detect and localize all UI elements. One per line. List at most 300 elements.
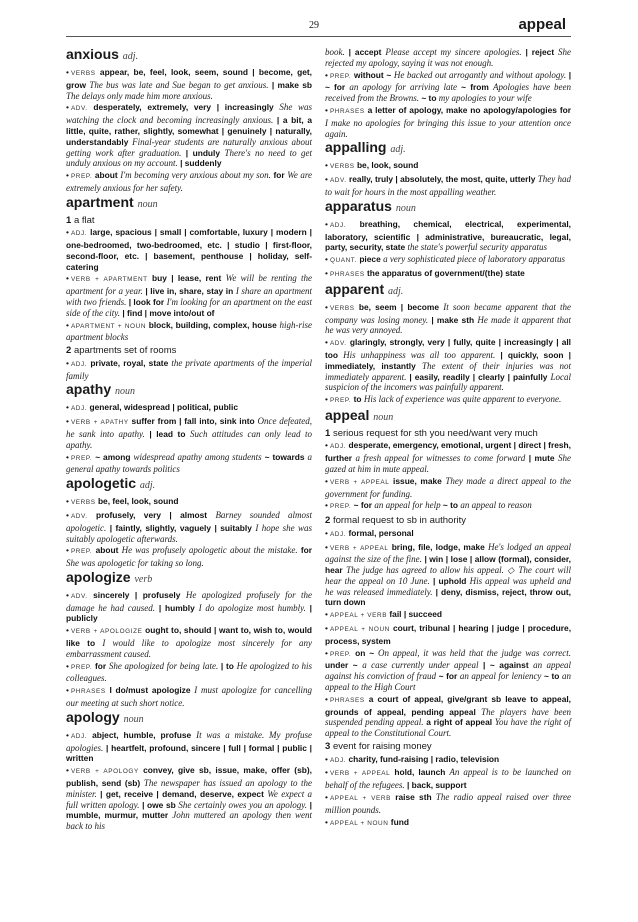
collocation-item (66, 625, 312, 659)
collocation-item (66, 170, 312, 194)
sense-label: serious request for sth you need/want very much (332, 427, 538, 439)
bullet-icon: • (66, 765, 69, 776)
collocations: be, feel, look, sound (97, 496, 179, 507)
part-of-speech: adj. (139, 480, 156, 492)
bullet-icon: • (66, 660, 69, 671)
sense-heading (325, 515, 571, 527)
collocations: | faintly, slightly, vaguely | suitably (109, 522, 252, 533)
category-tag: APPEAL + VERB (329, 794, 391, 802)
bullet-icon: • (66, 729, 69, 740)
bullet-icon: • (66, 402, 69, 413)
sense-heading (66, 345, 312, 357)
collocation-item (66, 227, 312, 272)
bullet-icon: • (325, 647, 328, 658)
bullet-icon: • (325, 475, 328, 486)
collocations: ~ among (95, 451, 131, 462)
headword-text: apologetic (66, 475, 137, 492)
collocation-item (66, 102, 312, 169)
example-sentence: He's lodged an appeal against the size of the fine. (325, 541, 572, 565)
category-tag: ADV. (329, 177, 347, 185)
headword-text: apartment (66, 193, 134, 210)
collocations: a letter of apology, make no apology/apologies for (367, 104, 571, 115)
example-sentence: Once defeated, he sank into apathy. (66, 416, 312, 439)
collocations: bring, file, lodge, make (391, 541, 485, 552)
category-tag: PREP. (329, 503, 352, 511)
collocations: | mute (528, 453, 555, 464)
collocations: ~ for (353, 500, 373, 511)
collocation-item (325, 528, 571, 541)
entry (66, 46, 312, 194)
category-tag: VERBS (70, 499, 96, 507)
example-sentence: I share an apartment with two friends. (66, 286, 313, 308)
category-tag: PREP. (329, 650, 352, 658)
example-sentence: Apologies have been received from the Browns. (325, 82, 572, 104)
example-sentence: The players have been suspended pending appeal. (325, 706, 571, 728)
headword (66, 475, 312, 494)
headword-text: apology (66, 708, 120, 725)
collocation-item (325, 767, 571, 791)
collocation-item (325, 440, 571, 474)
bullet-icon: • (325, 623, 328, 634)
collocation-item (325, 609, 571, 622)
collocations: profusely, very | almost (96, 509, 208, 520)
collocations: a right of appeal (426, 717, 493, 728)
example-sentence: The bus was late and Sue began to get anxious. (89, 79, 269, 90)
bullet-icon: • (325, 753, 328, 764)
collocations: be, look, sound (356, 160, 419, 171)
collocations: | mumble, murmur, mutter (66, 799, 313, 821)
headword (66, 46, 312, 65)
example-sentence: an appeal for leniency (459, 671, 542, 682)
collocations: | easily, readily | clearly | painfully (409, 371, 548, 382)
part-of-speech: verb (134, 573, 153, 585)
collocations: | accept (348, 47, 382, 57)
example-sentence: an appeal to reason (460, 500, 532, 511)
collocation-item (66, 545, 312, 569)
collocations: really, truly | absolutely, the most, quite, utterly (349, 174, 536, 185)
bullet-icon: • (66, 273, 69, 284)
example-sentence: She gazed at him in mute appeal. (325, 453, 572, 475)
example-sentence: I make no apologies for bringing this issue to your attention once again. (325, 117, 571, 139)
collocation-item (325, 160, 571, 173)
part-of-speech: noun (123, 713, 144, 725)
entry (66, 475, 312, 569)
collocation-item (325, 337, 571, 393)
example-sentence: He apologized profusely for the damage he had caused. (66, 589, 312, 613)
bullet-icon: • (325, 440, 328, 451)
example-sentence: There's no need to get unduly anxious on my account. (66, 147, 313, 169)
category-tag: PREP. (70, 454, 93, 462)
collocations: court, tribunal | hearing | judge | procedure, process, system (325, 623, 572, 646)
part-of-speech: adj. (122, 51, 139, 62)
collocation-item (325, 754, 571, 767)
category-tag: QUANT. (329, 257, 357, 265)
bullet-icon: • (325, 693, 328, 704)
collocations: | look for (128, 297, 165, 308)
headword-text: apologize (66, 568, 131, 585)
example-sentence: I hope she was suitably apologetic afterwards. (66, 522, 313, 544)
example-sentence: I must apologize for cancelling our meeting at such short notice. (66, 685, 312, 709)
example-sentence: It soon became apparent that the company was losing money. (325, 301, 572, 325)
example-sentence: book. (325, 47, 345, 57)
example-sentence: He made it apparent that he was very annoyed. (325, 314, 572, 336)
collocation-item (325, 792, 571, 816)
example-sentence: Such attitudes can only lead to apathy. (66, 428, 312, 450)
collocations: | ~ against (483, 660, 529, 671)
collocations: for (273, 170, 285, 181)
example-sentence: She apologized for being late. (108, 660, 219, 671)
headword (325, 139, 571, 158)
bullet-icon: • (325, 337, 328, 348)
entry (325, 198, 571, 281)
collocations: I do/must apologize (109, 685, 191, 696)
collocation-item (325, 500, 571, 513)
headword-text: appeal (325, 406, 370, 423)
collocations: | back, support (406, 780, 467, 791)
example-sentence: the private apartments of the imperial family (66, 357, 313, 381)
collocation-item (325, 174, 571, 198)
collocations: | lead to (149, 428, 186, 439)
collocations: desperately, extremely, very | increasingly (93, 102, 274, 113)
headword (66, 381, 312, 400)
collocations: to (353, 394, 362, 405)
collocations: a court of appeal, give/grant sb leave to appeal, grounds of appeal, pending appeal (325, 693, 572, 717)
collocations: | make sth (431, 314, 475, 325)
collocations: sincerely | profusely (93, 589, 181, 600)
category-tag: ADJ. (70, 230, 88, 238)
example-sentence: widespread apathy among students (133, 451, 262, 462)
headword-text: anxious (66, 46, 119, 62)
collocations: | quickly, soon | immediately, instantly (325, 349, 572, 371)
bullet-icon: • (325, 218, 328, 229)
example-sentence: Barney sounded almost apologetic. (66, 509, 312, 533)
collocation-item (325, 47, 571, 69)
collocations: | to (220, 660, 234, 671)
example-sentence: You have the right of appeal to the Constitutional Court. (325, 717, 572, 739)
collocations: | a bit, a little, quite, rather, slightly, somewhat | genuinely | naturally, understandably (66, 115, 313, 147)
category-tag: VERB + APATHY (70, 419, 129, 427)
collocations: the apparatus of government/(the) state (367, 267, 525, 278)
collocation-item (325, 817, 571, 830)
collocations: | ~ for (325, 69, 572, 93)
collocation-item (325, 394, 571, 407)
collocation-item (66, 496, 312, 509)
bullet-icon: • (66, 416, 69, 427)
headword (325, 281, 571, 300)
category-tag: PREP. (329, 397, 352, 405)
example-sentence: an apology for arriving late (349, 82, 458, 93)
example-sentence: high-rise apartment blocks (66, 319, 313, 343)
example-sentence: the state's powerful security apparatus (407, 242, 547, 253)
category-tag: ADV. (70, 512, 88, 520)
collocations: under ~ (325, 660, 358, 671)
example-sentence: an appeal against his conviction of fraud (325, 660, 572, 682)
collocations: breathing, chemical, electrical, experimental, laboratory, scientific | administrative, bureaucratic, legal, party, security, state (325, 218, 572, 253)
collocation-item (325, 105, 571, 139)
bullet-icon: • (325, 609, 328, 620)
entry (66, 569, 312, 709)
part-of-speech: noun (137, 198, 158, 210)
category-tag: PREP. (70, 548, 93, 556)
bullet-icon: • (325, 160, 328, 171)
example-sentence: The extent of their injuries was not immediately apparent. (325, 360, 571, 382)
collocations: fund (390, 816, 409, 827)
sense-heading (325, 741, 571, 753)
bullet-icon: • (325, 174, 328, 185)
category-tag: PHRASES (329, 107, 365, 115)
example-sentence: a case currently under appeal (362, 660, 479, 671)
collocation-item (325, 694, 571, 739)
bullet-icon: • (66, 319, 69, 330)
collocation-item (66, 730, 312, 764)
example-sentence: On appeal, it was held that the judge was correct. (377, 647, 571, 658)
example-sentence: The newspaper has issued an apology to the minister. (66, 778, 313, 799)
collocations: | reject (525, 47, 555, 57)
collocations: without ~ (353, 69, 392, 80)
sense-number: 1 (66, 214, 72, 226)
right-column (325, 46, 571, 829)
bullet-icon: • (66, 625, 69, 636)
example-sentence: my apologies to your wife (438, 93, 532, 104)
collocation-item (325, 70, 571, 104)
bullet-icon: • (325, 791, 328, 802)
sense-number: 2 (66, 345, 72, 357)
collocation-item (325, 254, 571, 267)
category-tag: VERB + APOLOGIZE (70, 628, 143, 636)
example-sentence: We will be renting the apartment for a year. (66, 273, 312, 297)
bullet-icon: • (325, 394, 328, 405)
sense-heading (66, 215, 312, 227)
collocations: about (94, 170, 118, 181)
bullet-icon: • (325, 541, 328, 552)
category-tag: PREP. (329, 72, 352, 80)
example-sentence: He was profusely apologetic about the mistake. (121, 545, 298, 556)
collocation-item (325, 476, 571, 500)
collocation-item (66, 320, 312, 344)
collocations: buy | lease, rent (152, 273, 222, 284)
example-sentence: We expect a full written apology. (66, 788, 313, 810)
sense-heading (325, 428, 571, 440)
category-tag: ADV. (70, 592, 88, 600)
bullet-icon: • (66, 589, 69, 600)
page-number: 29 (309, 20, 319, 31)
example-sentence: Final-year students are naturally anxious about getting work after graduation. (66, 136, 312, 158)
category-tag: ADV. (329, 340, 347, 348)
collocations: block, building, complex, house (148, 319, 277, 330)
collocations: | publicly (66, 602, 313, 624)
example-sentence: They made a direct appeal to the government for funding. (325, 475, 572, 499)
bullet-icon: • (66, 67, 69, 77)
bullet-icon: • (325, 816, 328, 827)
example-sentence: She certainly owes you an apology. (178, 799, 308, 810)
collocations: | get, receive | demand, deserve, expect (100, 788, 264, 799)
bullet-icon: • (325, 767, 328, 778)
bullet-icon: • (325, 267, 328, 278)
collocation-item (66, 685, 312, 709)
collocation-item (66, 661, 312, 685)
bullet-icon: • (325, 301, 328, 312)
part-of-speech: noun (115, 386, 136, 398)
category-tag: VERB + APPEAL (329, 770, 391, 778)
collocations: suffer from | fall into, sink into (131, 416, 255, 427)
header-rule (66, 36, 571, 37)
sense-number: 1 (325, 427, 331, 439)
bullet-icon: • (66, 496, 69, 507)
collocations: general, widespread | political, public (89, 402, 238, 413)
category-tag: VERB + APARTMENT (70, 276, 148, 284)
example-sentence: His unhappiness was all too apparent. (343, 349, 496, 360)
entry (66, 194, 312, 382)
collocations: | make sb (271, 79, 313, 90)
bullet-icon: • (66, 227, 69, 238)
sense-number: 3 (325, 741, 331, 753)
bullet-icon: • (325, 69, 328, 80)
sense-label: apartments set of rooms (73, 345, 177, 357)
category-tag: VERBS (329, 304, 355, 312)
headword (66, 194, 312, 213)
example-sentence: They had to wait for hours in the most appalling weather. (325, 174, 572, 197)
collocation-item (325, 623, 571, 647)
collocation-item (66, 765, 312, 832)
part-of-speech: adj. (390, 144, 406, 156)
bullet-icon: • (66, 451, 69, 462)
example-sentence: An appeal is to be launched on behalf of the refugees. (325, 767, 572, 791)
example-sentence: He apologized to his colleagues. (66, 660, 313, 684)
example-sentence: He backed out arrogantly and without apology. (393, 69, 567, 80)
example-sentence: Local suspicion of the incomers was painfully apparent. (325, 371, 572, 393)
collocations: desperate, emergency, emotional, urgent | direct | fresh, further (325, 440, 571, 464)
example-sentence: I'm becoming very anxious about my son. (120, 170, 271, 181)
example-sentence: a very sophisticated piece of laboratory apparatus (383, 254, 566, 265)
collocations: on ~ (355, 647, 375, 658)
category-tag: APPEAL + NOUN (329, 626, 390, 634)
example-sentence: Please accept my sincere apologies. (385, 47, 522, 57)
collocations: ~ towards (264, 451, 305, 462)
category-tag: ADJ. (70, 405, 88, 413)
entry (325, 139, 571, 197)
category-tag: ADJ. (329, 443, 347, 451)
collocations: for (95, 660, 107, 671)
collocations: | uphold (432, 575, 467, 586)
example-sentence: a general apathy towards politics (66, 451, 312, 475)
entry (66, 709, 312, 832)
entry (66, 381, 312, 475)
category-tag: ADJ. (70, 360, 88, 368)
headword (66, 709, 312, 728)
entry (325, 407, 571, 829)
example-sentence: The judge has agreed to allow his appeal. ◇ The court will hear the appeal on 10 June. (325, 565, 571, 586)
headword-text: apparatus (325, 197, 392, 214)
example-sentence: I do apologize most humbly. (198, 602, 306, 613)
category-tag: ADV. (70, 105, 88, 113)
category-tag: ADJ. (70, 732, 88, 740)
collocations: large, spacious | small | comfortable, luxury | modern | one-bedroomed, two-bedroomed, etc. | studio | first-floor, second-floor, etc. | basement, penthouse | holiday, self-catering (66, 227, 313, 272)
left-column (66, 46, 312, 832)
collocation-item (66, 590, 312, 624)
example-sentence: I would like to apologize most sincerely for any embarrassment caused. (66, 638, 313, 659)
bullet-icon: • (325, 254, 328, 265)
collocations: glaringly, strongly, very | fully, quite | increasingly | all too (325, 337, 572, 360)
collocations: formal, personal (348, 527, 414, 538)
example-sentence: an appeal to the High Court (325, 671, 572, 693)
category-tag: PHRASES (329, 696, 365, 704)
example-sentence: The radio appeal raised over three million pounds. (325, 791, 572, 815)
bullet-icon: • (66, 685, 69, 696)
collocation-item (66, 452, 312, 476)
collocations: ~ from (461, 82, 489, 93)
category-tag: VERB + APPEAL (329, 544, 389, 552)
collocation-item (325, 268, 571, 281)
collocations: ~ to (442, 500, 459, 511)
headword-text: appalling (325, 139, 387, 156)
collocation-item (66, 273, 312, 318)
collocations: be, seem | become (358, 301, 439, 312)
sense-label: a flat (73, 214, 95, 226)
collocations: for (300, 545, 313, 556)
bullet-icon: • (325, 527, 328, 538)
category-tag: ADJ. (329, 221, 347, 229)
category-tag: VERBS (70, 70, 96, 77)
collocations: charity, fund-raising | radio, television (348, 753, 500, 764)
sense-label: event for raising money (332, 741, 432, 753)
example-sentence: She was watching the clock and becoming increasingly anxious. (66, 102, 313, 126)
collocations: | win | lose | allow (formal), consider, hear (325, 554, 571, 576)
example-sentence: She rejected my apology, saying it was not enough. (325, 47, 572, 68)
example-sentence: It was a mistake. My profuse apologies. (66, 729, 313, 753)
collocations: | live in, share, stay in (145, 286, 234, 297)
collocation-item (66, 67, 312, 101)
entry (325, 47, 571, 139)
category-tag: PREP. (70, 173, 93, 181)
collocations: fail | succeed (389, 609, 443, 620)
category-tag: ADJ. (329, 756, 347, 764)
collocations: | heartfelt, profound, sincere | full | formal | public | written (66, 742, 313, 764)
collocations: convey, give sb, issue, make, offer (sb), publish, send (sb) (66, 765, 312, 789)
category-tag: VERB + APPEAL (329, 478, 390, 486)
example-sentence: a fresh appeal for witnesses to come forward (355, 453, 526, 464)
collocations: ~ to (544, 671, 560, 682)
category-tag: VERB + APOLOGY (70, 768, 139, 776)
headword-text: apathy (66, 381, 112, 398)
example-sentence: John muttered an apology then went back to his (66, 810, 312, 832)
collocations: private, royal, state (90, 357, 169, 368)
collocations: piece (359, 254, 381, 265)
bullet-icon: • (66, 357, 69, 368)
collocations: ought to, should | want to, wish to, would like to (66, 625, 313, 649)
collocations: appear, be, feel, look, seem, sound | become, get, grow (66, 67, 312, 90)
sense-label: formal request to sb in authority (332, 515, 467, 527)
entry (325, 281, 571, 407)
collocations: | suddenly (180, 158, 222, 169)
collocations: abject, humble, profuse (92, 729, 192, 740)
example-sentence: His lack of experience was quite apparent to everyone. (363, 394, 562, 405)
example-sentence: We are extremely anxious for her safety. (66, 170, 313, 193)
headword (325, 198, 571, 217)
collocations: about (95, 545, 119, 556)
headword (66, 569, 312, 588)
collocation-item (325, 542, 571, 609)
collocations: hold, launch (394, 767, 446, 778)
part-of-speech: noun (395, 202, 416, 214)
category-tag: PHRASES (70, 688, 106, 696)
collocations: | find | move into/out of (122, 307, 215, 318)
collocations: | owe sb (142, 799, 176, 810)
collocation-item (66, 402, 312, 415)
collocation-item (325, 648, 571, 693)
collocation-item (66, 510, 312, 544)
collocation-item (66, 416, 312, 450)
bullet-icon: • (325, 500, 328, 511)
